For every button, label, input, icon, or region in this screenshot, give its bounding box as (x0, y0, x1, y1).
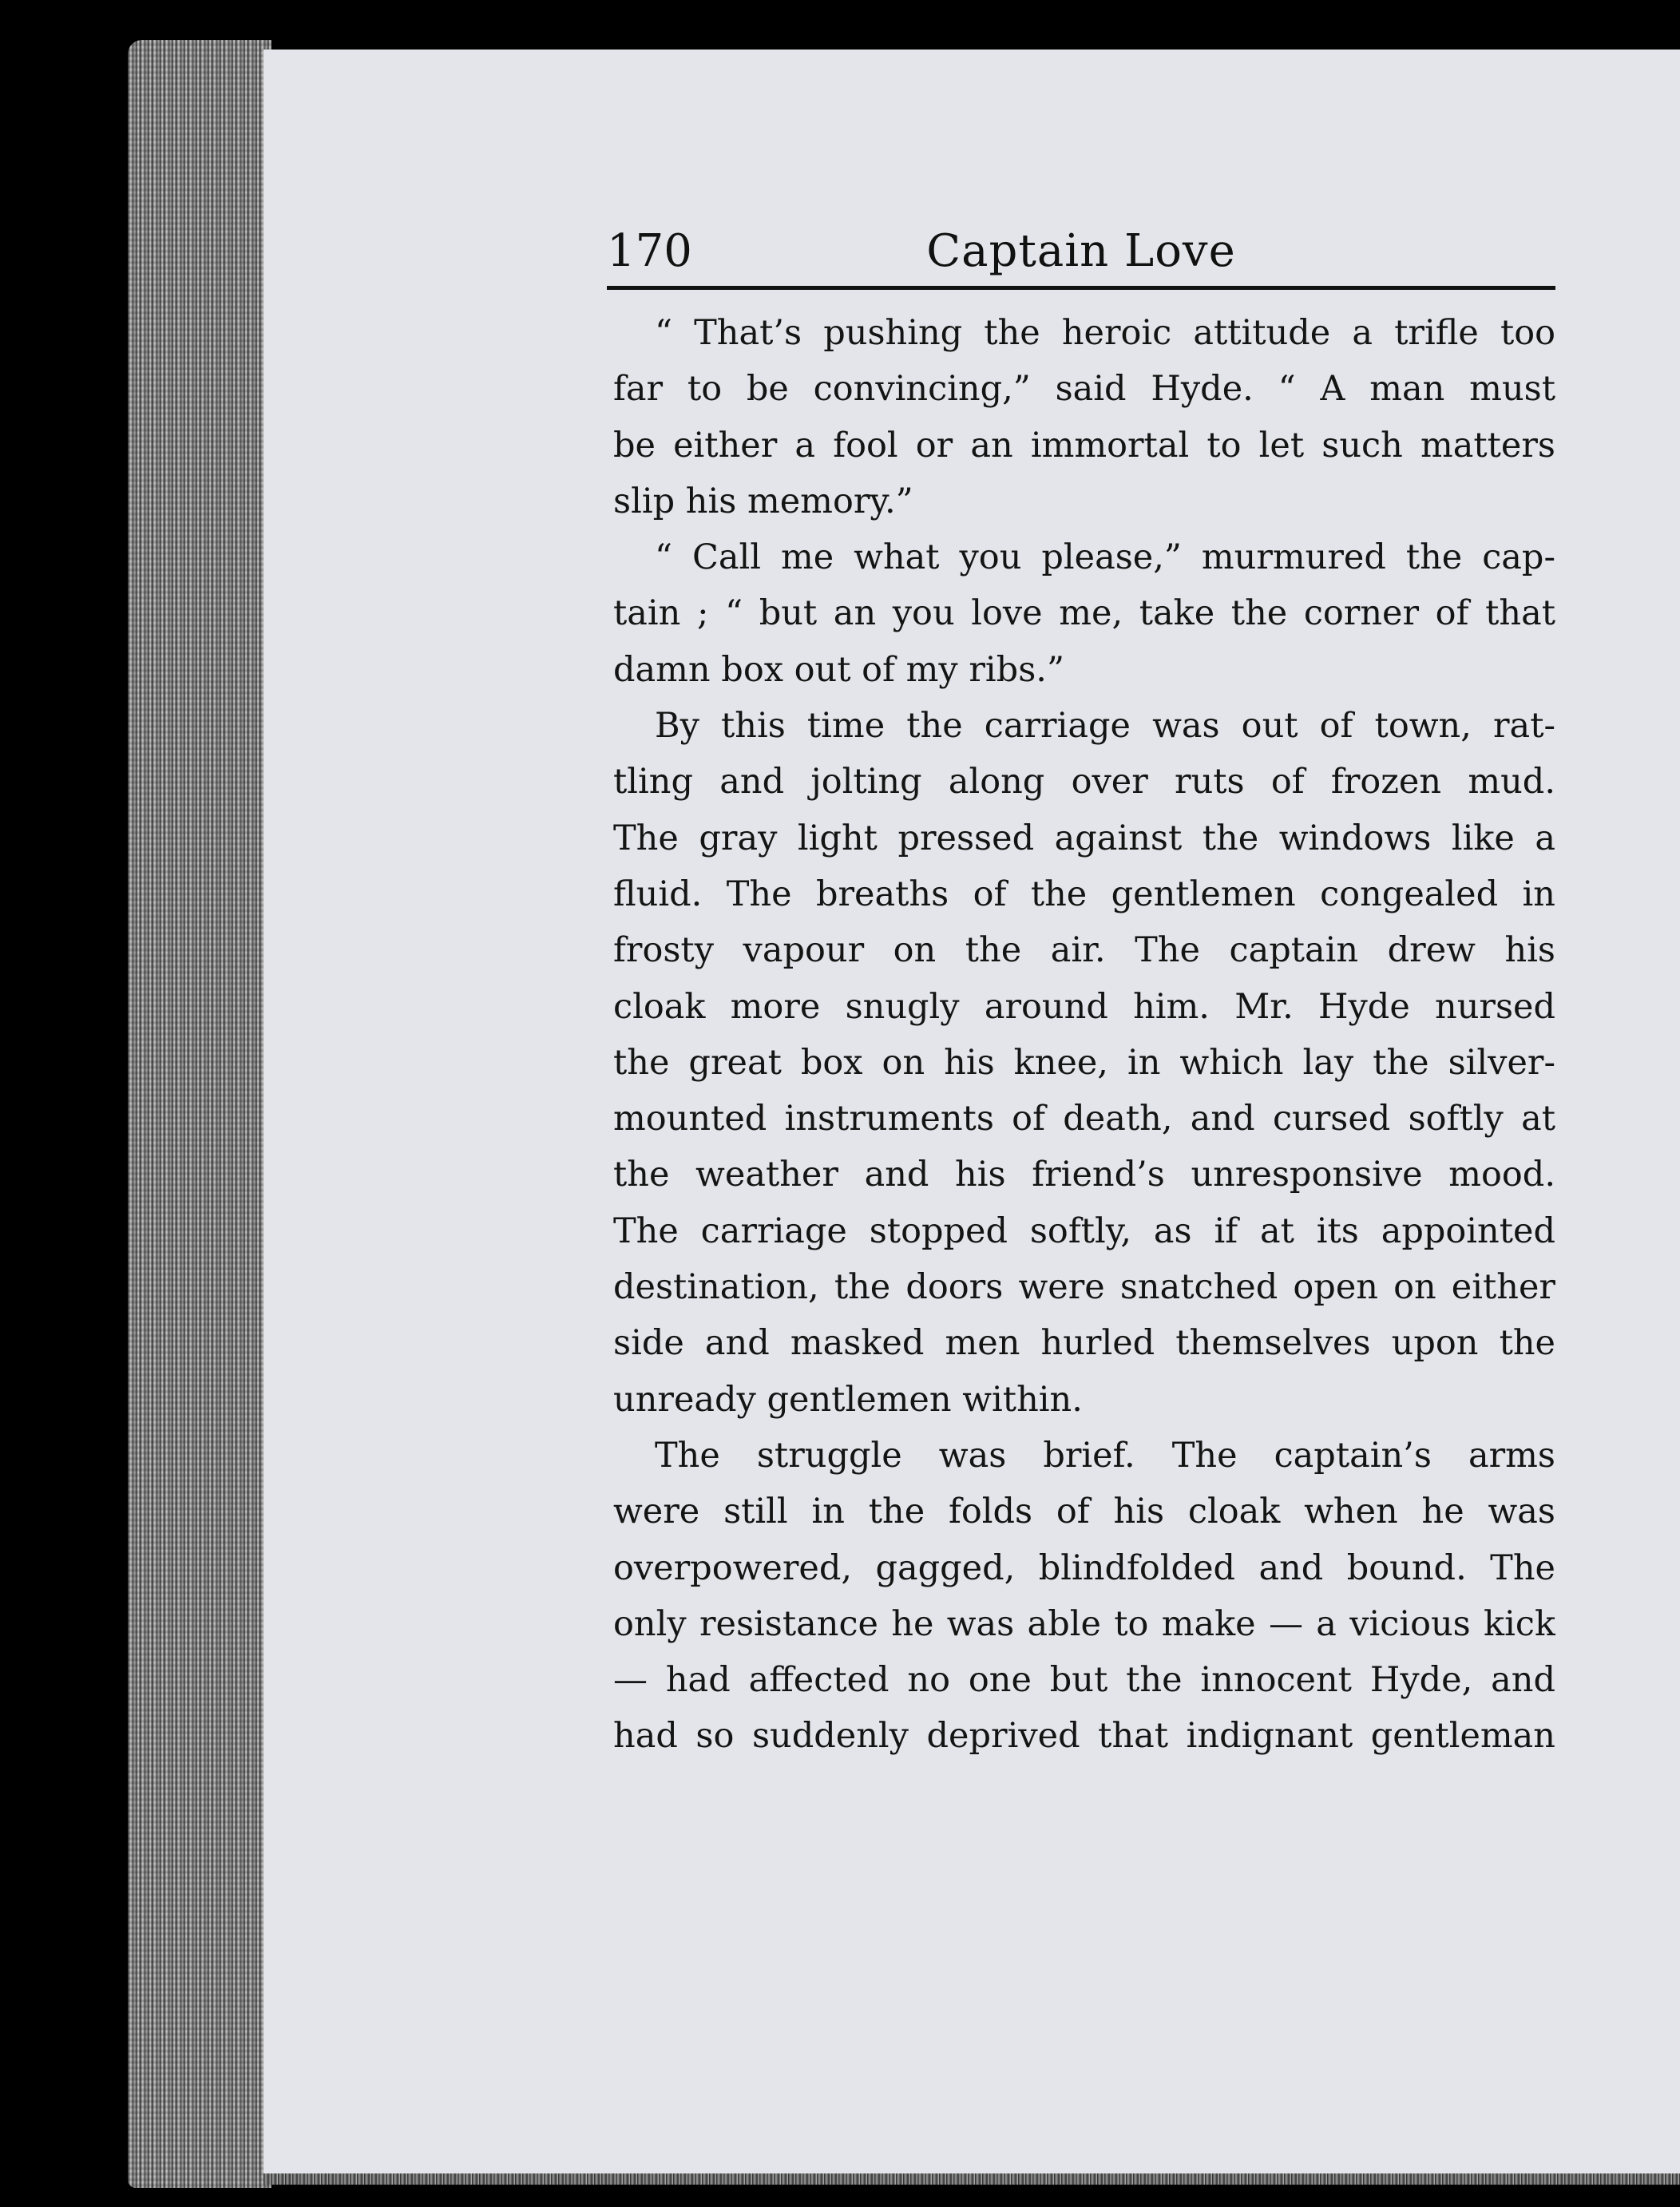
page-number: 170 (607, 225, 692, 277)
text-line: tain ; “ but an you love me, take the corner of that (613, 593, 1555, 634)
text-line: The struggle was brief. The captain’s arms (655, 1435, 1555, 1476)
text-line: “ That’s pushing the heroic attitude a trifle too (655, 313, 1555, 353)
text-line: tling and jolting along over ruts of frozen mud. (613, 762, 1555, 802)
text-line: frosty vapour on the air. The captain drew his (613, 930, 1555, 971)
text-line: far to be convincing,” said Hyde. “ A man must (613, 369, 1555, 410)
text-line: unready gentlemen within. (613, 1379, 1083, 1420)
text-line: By this time the carriage was out of town, rat- (655, 706, 1555, 747)
text-line: — had affected no one but the innocent Hyde, and (613, 1660, 1555, 1701)
page-header (607, 217, 1555, 286)
page-bottom-edge (263, 2173, 1680, 2185)
header-rule (607, 286, 1555, 290)
text-line: the great box on his knee, in which lay the silver- (613, 1042, 1555, 1083)
text-line: were still in the folds of his cloak when he was (613, 1492, 1555, 1532)
text-line: overpowered, gagged, blindfolded and bound. The (613, 1547, 1555, 1588)
text-line: destination, the doors were snatched open on either (613, 1267, 1555, 1308)
body-text (613, 305, 1555, 1765)
text-line: had so suddenly deprived that indignant gentleman (613, 1716, 1555, 1757)
running-head: Captain Love (926, 225, 1236, 277)
text-line: damn box out of my ribs.” (613, 649, 1064, 690)
text-line: fluid. The breaths of the gentlemen congealed in (613, 874, 1555, 914)
text-line: side and masked men hurled themselves upon the (613, 1323, 1555, 1364)
text-line: cloak more snugly around him. Mr. Hyde nursed (613, 986, 1555, 1027)
text-line: be either a fool or an immortal to let such matters (613, 425, 1555, 466)
text-line: The carriage stopped softly, as if at its appointed (613, 1210, 1555, 1251)
text-line: The gray light pressed against the windows like a (613, 818, 1555, 858)
text-line: mounted instruments of death, and cursed softly at (613, 1099, 1555, 1139)
text-line: only resistance he was able to make — a vicious kick (613, 1603, 1555, 1644)
text-line: “ Call me what you please,” murmured the cap- (655, 537, 1555, 578)
book-fore-edge (128, 40, 271, 2188)
text-line: slip his memory.” (613, 481, 913, 521)
text-line: the weather and his friend’s unresponsive mood. (613, 1155, 1555, 1195)
